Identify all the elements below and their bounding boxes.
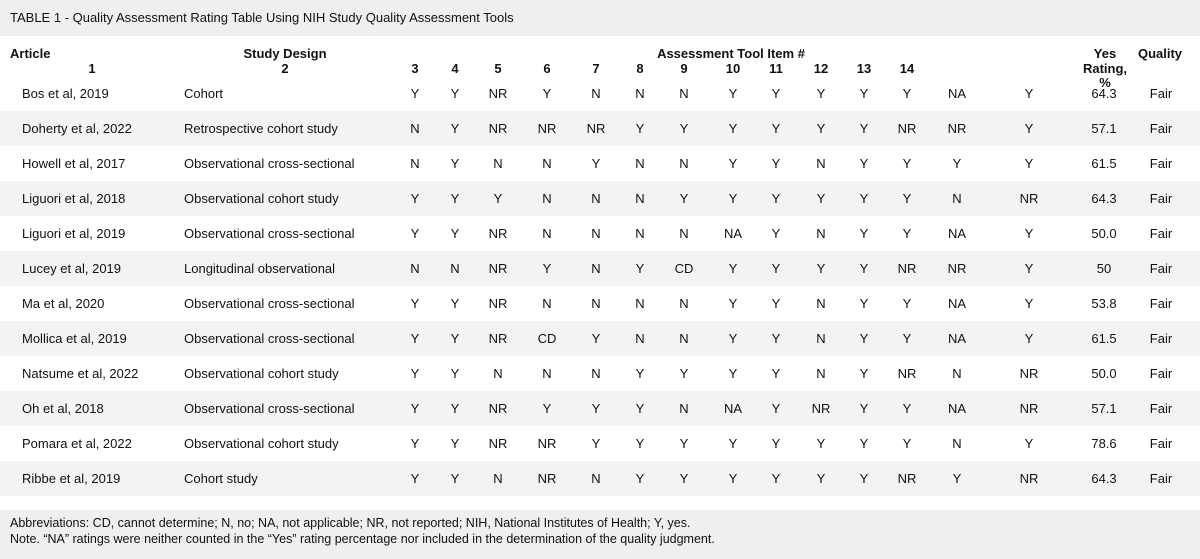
item-value-cell: Y bbox=[859, 471, 869, 486]
header-item-10: 10 bbox=[725, 61, 741, 76]
header-rating: Rating, bbox=[1082, 61, 1128, 76]
item-value-cell: Y bbox=[859, 401, 869, 416]
study-design-cell: Longitudinal observational bbox=[184, 261, 336, 276]
item-value-cell: Y bbox=[771, 471, 781, 486]
item-value-cell: Y bbox=[1024, 226, 1034, 241]
item-value-cell: Y bbox=[450, 436, 460, 451]
item-value-cell: Y bbox=[816, 121, 826, 136]
item-value-cell: Y bbox=[816, 86, 826, 101]
item-value-cell: NA bbox=[947, 401, 967, 416]
table-row bbox=[0, 461, 1200, 496]
item-value-cell: NR bbox=[897, 366, 917, 381]
item-value-cell: Y bbox=[728, 296, 738, 311]
item-value-cell: Y bbox=[728, 86, 738, 101]
item-value-cell: NR bbox=[1019, 366, 1039, 381]
item-value-cell: Y bbox=[679, 471, 689, 486]
item-value-cell: Y bbox=[450, 366, 460, 381]
item-value-cell: Y bbox=[902, 191, 912, 206]
study-design-cell: Observational cross-sectional bbox=[184, 156, 355, 171]
table-row bbox=[0, 146, 1200, 181]
item-value-cell: NA bbox=[947, 86, 967, 101]
item-value-cell: N bbox=[679, 331, 689, 346]
item-value-cell: NR bbox=[897, 121, 917, 136]
quality-cell: Fair bbox=[1149, 226, 1173, 241]
item-value-cell: N bbox=[493, 156, 503, 171]
yes-rating-cell: 50.0 bbox=[1091, 366, 1117, 381]
yes-rating-cell: 64.3 bbox=[1091, 471, 1117, 486]
item-value-cell: Y bbox=[816, 471, 826, 486]
item-value-cell: NR bbox=[1019, 471, 1039, 486]
quality-cell: Fair bbox=[1149, 191, 1173, 206]
item-value-cell: Y bbox=[450, 471, 460, 486]
quality-cell: Fair bbox=[1149, 121, 1173, 136]
item-value-cell: Y bbox=[450, 191, 460, 206]
item-value-cell: Y bbox=[859, 191, 869, 206]
article-cell: Oh et al, 2018 bbox=[22, 401, 104, 416]
item-value-cell: N bbox=[679, 226, 689, 241]
quality-cell: Fair bbox=[1149, 86, 1173, 101]
item-value-cell: Y bbox=[635, 471, 645, 486]
item-value-cell: NA bbox=[947, 226, 967, 241]
item-value-cell: N bbox=[952, 191, 962, 206]
item-value-cell: Y bbox=[902, 156, 912, 171]
item-value-cell: Y bbox=[859, 261, 869, 276]
header-item-13: 13 bbox=[856, 61, 872, 76]
article-cell: Natsume et al, 2022 bbox=[22, 366, 139, 381]
item-value-cell: N bbox=[542, 226, 552, 241]
item-value-cell: NR bbox=[488, 226, 508, 241]
header-article-number: 1 bbox=[88, 61, 96, 76]
article-cell: Liguori et al, 2018 bbox=[22, 191, 126, 206]
item-value-cell: N bbox=[952, 436, 962, 451]
item-value-cell: Y bbox=[771, 226, 781, 241]
item-value-cell: Y bbox=[952, 156, 962, 171]
yes-rating-cell: 64.3 bbox=[1091, 191, 1117, 206]
item-value-cell: N bbox=[493, 471, 503, 486]
item-value-cell: Y bbox=[728, 366, 738, 381]
header-study-design-number: 2 bbox=[281, 61, 289, 76]
item-value-cell: Y bbox=[410, 191, 420, 206]
item-value-cell: Y bbox=[859, 86, 869, 101]
item-value-cell: Y bbox=[1024, 331, 1034, 346]
quality-cell: Fair bbox=[1149, 401, 1173, 416]
yes-rating-cell: 50 bbox=[1096, 261, 1112, 276]
item-value-cell: Y bbox=[410, 471, 420, 486]
item-value-cell: N bbox=[635, 156, 645, 171]
study-design-cell: Observational cohort study bbox=[184, 366, 339, 381]
header-quality: Quality bbox=[1137, 46, 1183, 61]
yes-rating-cell: 61.5 bbox=[1091, 156, 1117, 171]
item-value-cell: N bbox=[591, 261, 601, 276]
header-item-6: 6 bbox=[543, 61, 551, 76]
item-value-cell: Y bbox=[771, 121, 781, 136]
article-cell: Bos et al, 2019 bbox=[22, 86, 109, 101]
table-row bbox=[0, 391, 1200, 426]
item-value-cell: N bbox=[591, 86, 601, 101]
item-value-cell: Y bbox=[771, 261, 781, 276]
item-value-cell: NR bbox=[537, 121, 557, 136]
item-value-cell: Y bbox=[816, 436, 826, 451]
quality-cell: Fair bbox=[1149, 331, 1173, 346]
quality-cell: Fair bbox=[1149, 471, 1173, 486]
item-value-cell: NR bbox=[488, 121, 508, 136]
item-value-cell: N bbox=[591, 226, 601, 241]
header-study-design: Study Design bbox=[243, 46, 327, 61]
item-value-cell: N bbox=[816, 296, 826, 311]
header-assessment-tool: Assessment Tool Item # bbox=[657, 46, 805, 61]
item-value-cell: N bbox=[635, 331, 645, 346]
item-value-cell: N bbox=[591, 191, 601, 206]
study-design-cell: Cohort study bbox=[184, 471, 258, 486]
yes-rating-cell: 53.8 bbox=[1091, 296, 1117, 311]
yes-rating-cell: 64.3 bbox=[1091, 86, 1117, 101]
header-item-9: 9 bbox=[680, 61, 688, 76]
item-value-cell: Y bbox=[902, 86, 912, 101]
study-design-cell: Cohort bbox=[184, 86, 224, 101]
item-value-cell: Y bbox=[771, 401, 781, 416]
item-value-cell: Y bbox=[410, 86, 420, 101]
table-row bbox=[0, 356, 1200, 391]
item-value-cell: Y bbox=[859, 331, 869, 346]
item-value-cell: NA bbox=[723, 226, 743, 241]
item-value-cell: Y bbox=[859, 296, 869, 311]
article-cell: Liguori et al, 2019 bbox=[22, 226, 126, 241]
item-value-cell: Y bbox=[450, 156, 460, 171]
item-value-cell: Y bbox=[728, 436, 738, 451]
abbreviations-note: Abbreviations: CD, cannot determine; N, no; NA, not applicable; NR, not reported; NIH, National Institutes of Health; Y, yes. bbox=[10, 516, 691, 530]
article-cell: Ribbe et al, 2019 bbox=[22, 471, 121, 486]
article-cell: Lucey et al, 2019 bbox=[22, 261, 122, 276]
item-value-cell: Y bbox=[679, 436, 689, 451]
item-value-cell: Y bbox=[771, 331, 781, 346]
item-value-cell: Y bbox=[952, 471, 962, 486]
item-value-cell: Y bbox=[816, 261, 826, 276]
article-cell: Ma et al, 2020 bbox=[22, 296, 105, 311]
yes-rating-cell: 57.1 bbox=[1091, 121, 1117, 136]
item-value-cell: Y bbox=[902, 226, 912, 241]
item-value-cell: Y bbox=[728, 191, 738, 206]
item-value-cell: NA bbox=[723, 401, 743, 416]
item-value-cell: Y bbox=[410, 226, 420, 241]
item-value-cell: Y bbox=[1024, 86, 1034, 101]
item-value-cell: Y bbox=[728, 156, 738, 171]
item-value-cell: Y bbox=[771, 436, 781, 451]
item-value-cell: Y bbox=[591, 401, 601, 416]
item-value-cell: Y bbox=[679, 191, 689, 206]
item-value-cell: Y bbox=[859, 366, 869, 381]
item-value-cell: Y bbox=[859, 121, 869, 136]
item-value-cell: Y bbox=[410, 366, 420, 381]
study-design-cell: Observational cross-sectional bbox=[184, 226, 355, 241]
item-value-cell: Y bbox=[542, 86, 552, 101]
item-value-cell: Y bbox=[635, 436, 645, 451]
table-title: TABLE 1 - Quality Assessment Rating Table Using NIH Study Quality Assessment Tools bbox=[0, 0, 1200, 36]
header-item-4: 4 bbox=[451, 61, 459, 76]
header-item-8: 8 bbox=[636, 61, 644, 76]
study-design-cell: Observational cohort study bbox=[184, 191, 339, 206]
item-value-cell: Y bbox=[635, 401, 645, 416]
item-value-cell: Y bbox=[1024, 436, 1034, 451]
item-value-cell: NR bbox=[897, 471, 917, 486]
item-value-cell: N bbox=[410, 156, 420, 171]
header-item-14: 14 bbox=[899, 61, 915, 76]
item-value-cell: Y bbox=[410, 331, 420, 346]
item-value-cell: Y bbox=[771, 156, 781, 171]
item-value-cell: Y bbox=[816, 191, 826, 206]
article-cell: Mollica et al, 2019 bbox=[22, 331, 127, 346]
item-value-cell: Y bbox=[450, 121, 460, 136]
item-value-cell: Y bbox=[450, 226, 460, 241]
item-value-cell: Y bbox=[410, 401, 420, 416]
item-value-cell: NA bbox=[947, 296, 967, 311]
header-rating-percent: % bbox=[1099, 75, 1111, 90]
article-cell: Doherty et al, 2022 bbox=[22, 121, 132, 136]
item-value-cell: NR bbox=[811, 401, 831, 416]
item-value-cell: NR bbox=[488, 261, 508, 276]
item-value-cell: Y bbox=[635, 366, 645, 381]
item-value-cell: Y bbox=[635, 261, 645, 276]
yes-rating-cell: 61.5 bbox=[1091, 331, 1117, 346]
item-value-cell: N bbox=[591, 471, 601, 486]
item-value-cell: Y bbox=[859, 436, 869, 451]
item-value-cell: NR bbox=[947, 261, 967, 276]
item-value-cell: CD bbox=[537, 331, 557, 346]
item-value-cell: N bbox=[816, 366, 826, 381]
item-value-cell: Y bbox=[542, 401, 552, 416]
item-value-cell: Y bbox=[493, 191, 503, 206]
item-value-cell: N bbox=[450, 261, 460, 276]
item-value-cell: NR bbox=[488, 401, 508, 416]
item-value-cell: Y bbox=[1024, 156, 1034, 171]
item-value-cell: CD bbox=[674, 261, 694, 276]
item-value-cell: N bbox=[410, 121, 420, 136]
table-notes bbox=[0, 510, 1200, 559]
quality-cell: Fair bbox=[1149, 366, 1173, 381]
item-value-cell: NR bbox=[488, 331, 508, 346]
item-value-cell: Y bbox=[1024, 121, 1034, 136]
item-value-cell: NR bbox=[537, 436, 557, 451]
item-value-cell: Y bbox=[771, 296, 781, 311]
item-value-cell: N bbox=[542, 156, 552, 171]
item-value-cell: N bbox=[816, 331, 826, 346]
article-cell: Pomara et al, 2022 bbox=[22, 436, 132, 451]
quality-note: Note. “NA” ratings were neither counted in the “Yes” rating percentage nor included in the determination of the quality judgment. bbox=[10, 531, 715, 546]
item-value-cell: NR bbox=[1019, 401, 1039, 416]
item-value-cell: N bbox=[542, 191, 552, 206]
quality-cell: Fair bbox=[1149, 261, 1173, 276]
study-design-cell: Observational cross-sectional bbox=[184, 331, 355, 346]
item-value-cell: NR bbox=[488, 436, 508, 451]
item-value-cell: NR bbox=[488, 296, 508, 311]
item-value-cell: N bbox=[493, 366, 503, 381]
item-value-cell: Y bbox=[902, 436, 912, 451]
item-value-cell: Y bbox=[679, 366, 689, 381]
item-value-cell: N bbox=[542, 296, 552, 311]
item-value-cell: Y bbox=[410, 296, 420, 311]
item-value-cell: NR bbox=[586, 121, 606, 136]
item-value-cell: Y bbox=[771, 366, 781, 381]
item-value-cell: Y bbox=[679, 121, 689, 136]
header-item-7: 7 bbox=[592, 61, 600, 76]
table-row bbox=[0, 251, 1200, 286]
item-value-cell: N bbox=[410, 261, 420, 276]
item-value-cell: NA bbox=[947, 331, 967, 346]
item-value-cell: NR bbox=[537, 471, 557, 486]
item-value-cell: NR bbox=[1019, 191, 1039, 206]
yes-rating-cell: 78.6 bbox=[1091, 436, 1117, 451]
item-value-cell: Y bbox=[591, 331, 601, 346]
item-value-cell: N bbox=[635, 86, 645, 101]
item-value-cell: N bbox=[635, 226, 645, 241]
quality-cell: Fair bbox=[1149, 296, 1173, 311]
item-value-cell: N bbox=[591, 296, 601, 311]
item-value-cell: Y bbox=[410, 436, 420, 451]
table-row bbox=[0, 76, 1200, 111]
item-value-cell: Y bbox=[1024, 261, 1034, 276]
item-value-cell: N bbox=[679, 156, 689, 171]
item-value-cell: Y bbox=[542, 261, 552, 276]
item-value-cell: Y bbox=[728, 261, 738, 276]
quality-cell: Fair bbox=[1149, 156, 1173, 171]
item-value-cell: N bbox=[591, 366, 601, 381]
item-value-cell: Y bbox=[1024, 296, 1034, 311]
header-item-5: 5 bbox=[494, 61, 502, 76]
item-value-cell: Y bbox=[450, 401, 460, 416]
item-value-cell: Y bbox=[450, 296, 460, 311]
item-value-cell: N bbox=[816, 156, 826, 171]
item-value-cell: Y bbox=[635, 121, 645, 136]
item-value-cell: Y bbox=[859, 226, 869, 241]
article-cell: Howell et al, 2017 bbox=[22, 156, 126, 171]
header-item-11: 11 bbox=[769, 61, 783, 76]
header-item-12: 12 bbox=[813, 61, 829, 76]
item-value-cell: NR bbox=[947, 121, 967, 136]
table-row bbox=[0, 111, 1200, 146]
quality-cell: Fair bbox=[1149, 436, 1173, 451]
item-value-cell: N bbox=[635, 191, 645, 206]
table-row bbox=[0, 216, 1200, 251]
item-value-cell: Y bbox=[859, 156, 869, 171]
item-value-cell: Y bbox=[450, 86, 460, 101]
study-design-cell: Observational cohort study bbox=[184, 436, 339, 451]
table-row bbox=[0, 426, 1200, 461]
study-design-cell: Retrospective cohort study bbox=[184, 121, 338, 136]
item-value-cell: Y bbox=[771, 191, 781, 206]
header-article: Article bbox=[10, 46, 51, 61]
table-row bbox=[0, 286, 1200, 321]
item-value-cell: Y bbox=[591, 436, 601, 451]
yes-rating-cell: 50.0 bbox=[1091, 226, 1117, 241]
item-value-cell: N bbox=[679, 296, 689, 311]
table-row bbox=[0, 181, 1200, 216]
item-value-cell: Y bbox=[771, 86, 781, 101]
item-value-cell: Y bbox=[728, 331, 738, 346]
item-value-cell: Y bbox=[728, 121, 738, 136]
item-value-cell: Y bbox=[902, 331, 912, 346]
item-value-cell: N bbox=[952, 366, 962, 381]
item-value-cell: NR bbox=[488, 86, 508, 101]
study-design-cell: Observational cross-sectional bbox=[184, 296, 355, 311]
item-value-cell: N bbox=[679, 401, 689, 416]
item-value-cell: Y bbox=[902, 296, 912, 311]
header-item-3: 3 bbox=[411, 61, 419, 76]
item-value-cell: Y bbox=[902, 401, 912, 416]
study-design-cell: Observational cross-sectional bbox=[184, 401, 355, 416]
item-value-cell: Y bbox=[591, 156, 601, 171]
item-value-cell: N bbox=[816, 226, 826, 241]
item-value-cell: N bbox=[542, 366, 552, 381]
item-value-cell: NR bbox=[897, 261, 917, 276]
item-value-cell: N bbox=[679, 86, 689, 101]
table-row bbox=[0, 321, 1200, 356]
item-value-cell: Y bbox=[728, 471, 738, 486]
header-yes: Yes bbox=[1093, 46, 1117, 61]
item-value-cell: Y bbox=[450, 331, 460, 346]
yes-rating-cell: 57.1 bbox=[1091, 401, 1117, 416]
item-value-cell: N bbox=[635, 296, 645, 311]
